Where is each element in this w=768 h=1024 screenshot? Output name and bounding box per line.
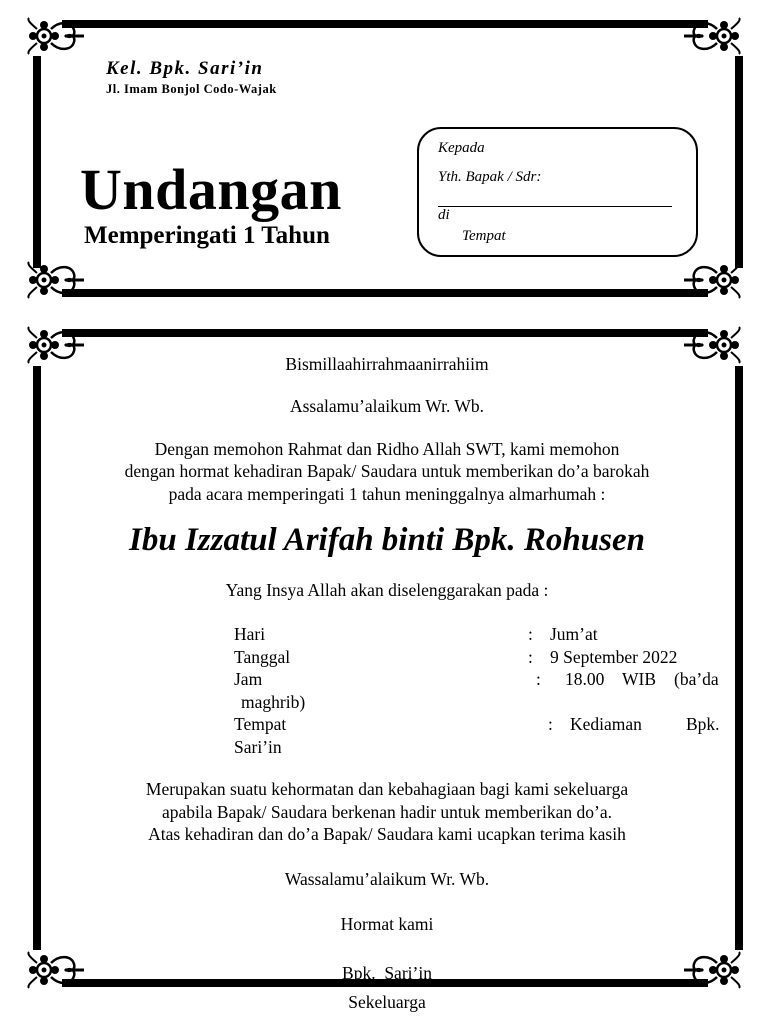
intro-line: pada acara memperingati 1 tahun meninggalnya almarhumah :: [168, 484, 606, 504]
time-value: WIB: [622, 669, 657, 689]
date-value: 9 September 2022: [550, 647, 678, 667]
corner-ornament-icon: [26, 260, 86, 300]
address-to-label: Kepada: [438, 140, 485, 156]
day-colon: :: [528, 624, 533, 644]
family-signature: Sekeluarga: [348, 992, 426, 1012]
time-value-continued: maghrib): [241, 692, 306, 712]
closing-line: apabila Bapak/ Saudara berkenan hadir untuk memberikan do’a.: [162, 802, 612, 822]
address-place-label: Tempat: [462, 228, 506, 244]
closing-line: Merupakan suatu kehormatan dan kebahagiaan bagi kami sekeluarga: [145, 779, 629, 799]
intro-line: dengan hormat kehadiran Bapak/ Saudara untuk memberikan do’a barokah: [124, 461, 650, 481]
basmala: Bismillaahirrahmaanirrahiim: [285, 354, 489, 374]
time-value: 18.00: [565, 669, 605, 689]
day-label: Hari: [234, 624, 266, 644]
intro-line: Dengan memohon Rahmat dan Ridho Allah SWT, kami memohon: [154, 439, 620, 459]
time-value: (ba’da: [674, 669, 719, 689]
top-card-border-bottom: [62, 289, 708, 297]
letter-border-right: [735, 366, 743, 950]
page-title: Undangan: [80, 157, 342, 222]
deceased-name: Ibu Izzatul Arifah binti Bpk. Rohusen: [129, 522, 645, 558]
sender-address: Jl. Imam Bonjol Codo-Wajak: [106, 82, 277, 96]
farewell: Wassalamu’alaikum Wr. Wb.: [284, 869, 490, 889]
address-at-label: di: [438, 207, 450, 223]
corner-ornament-icon: [26, 16, 86, 56]
top-card-border-right: [735, 56, 743, 268]
time-label: Jam: [234, 669, 263, 689]
place-value-continued: Sari’in: [234, 737, 282, 757]
place-value: Kediaman: [570, 714, 642, 734]
closing-line: Atas kehadiran dan do’a Bapak/ Saudara kami ucapkan terima kasih: [148, 824, 626, 844]
greeting: Assalamu’alaikum Wr. Wb.: [289, 396, 485, 416]
place-colon: :: [548, 714, 553, 734]
signer: Bpk. Sari’in: [342, 963, 432, 983]
address-recipient-label: Yth. Bapak / Sdr:: [438, 169, 542, 185]
top-card-border-top: [62, 20, 708, 28]
place-value: Bpk.: [686, 714, 720, 734]
sender-name: Kel. Bpk. Sari’in: [106, 58, 264, 79]
top-card-border-left: [33, 56, 41, 268]
letter-border-top: [62, 329, 708, 337]
schedule-intro: Yang Insya Allah akan diselenggarakan pada :: [225, 580, 549, 600]
corner-ornament-icon: [682, 16, 742, 56]
date-label: Tanggal: [234, 647, 291, 667]
address-box: [417, 127, 698, 257]
page-subtitle: Memperingati 1 Tahun: [84, 222, 330, 249]
day-value: Jum’at: [550, 624, 598, 644]
date-colon: :: [528, 647, 533, 667]
corner-ornament-icon: [682, 260, 742, 300]
place-label: Tempat: [234, 714, 287, 734]
regards: Hormat kami: [340, 914, 434, 934]
address-blank-line: [438, 206, 672, 207]
time-colon: :: [536, 669, 541, 689]
